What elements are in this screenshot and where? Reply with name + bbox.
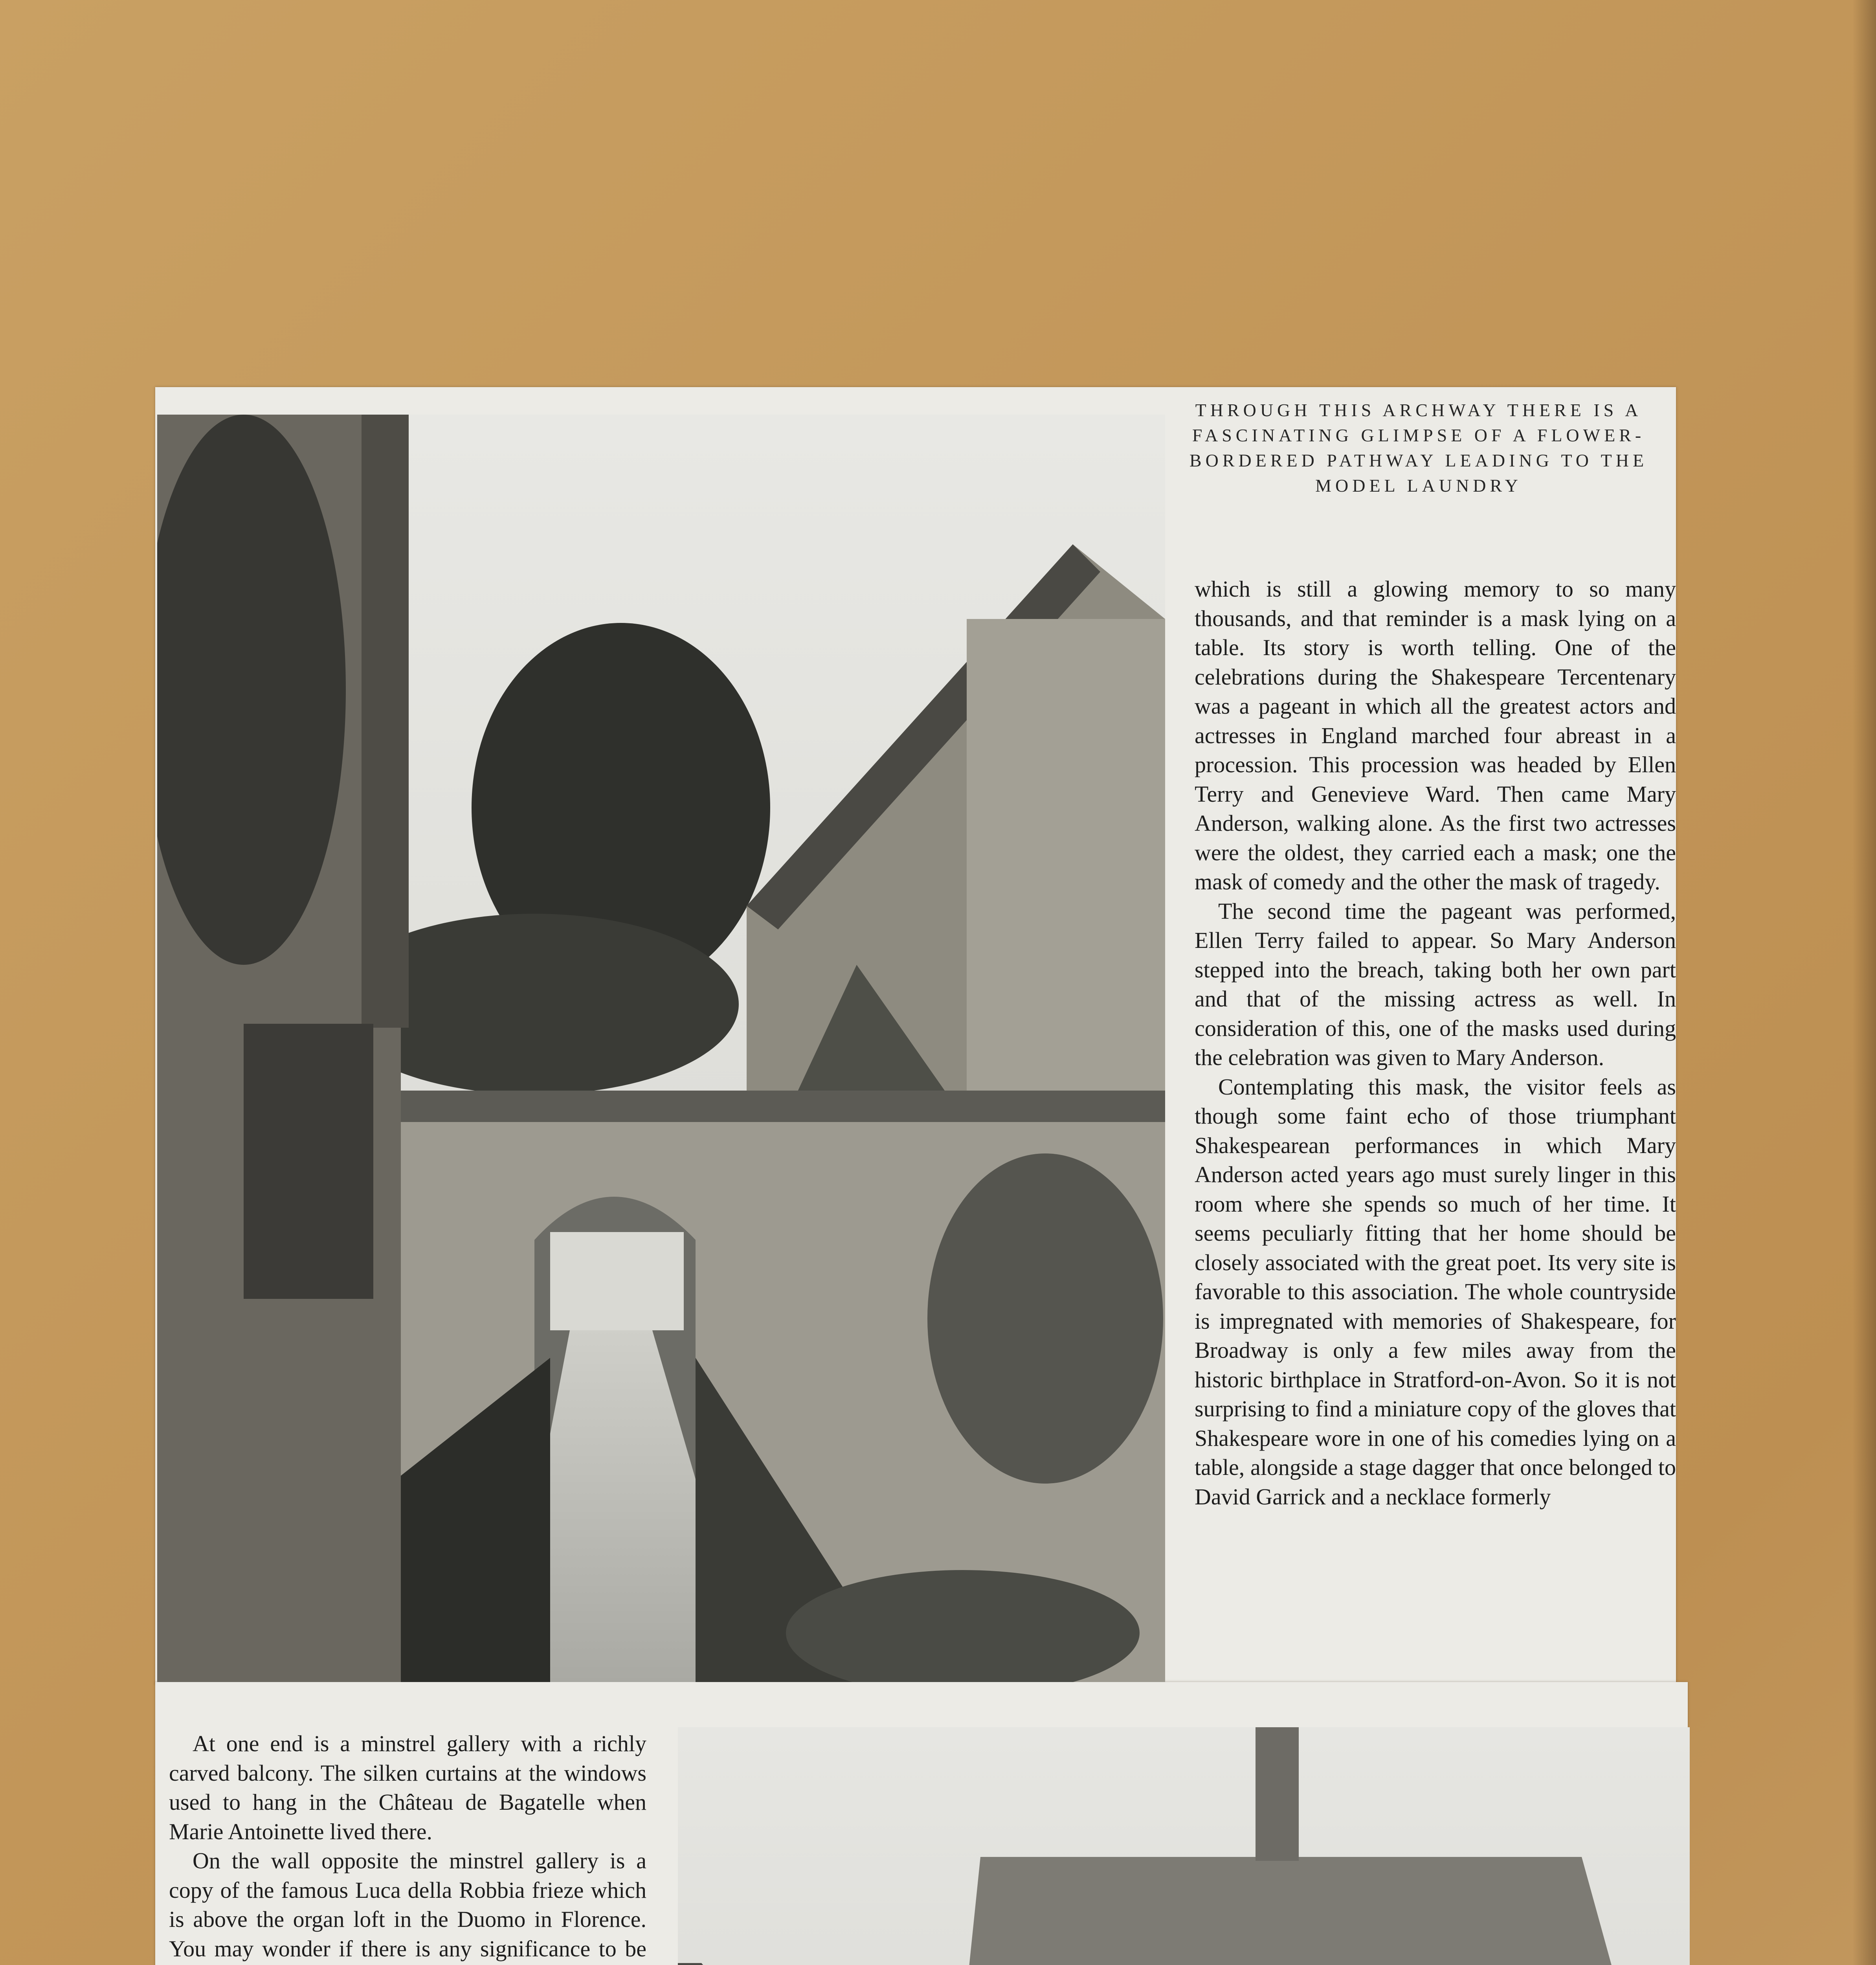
article-text-left xyxy=(169,1729,646,1965)
left-paragraph-1: At one end is a minstrel gallery with a richly carved balcony. The silken curtains at the windows used to hang in the Château de Bagatelle when Marie Antoinette lived there. xyxy=(169,1731,646,1844)
right-paragraph-3: Contemplating this mask, the visitor feels as though some faint echo of those triumphant Shakespearean performances in which Mary Anderson acted years ago must surely linger in this room where she spends so much of her time. It seems peculiarly fitting that her home should be closely associated with the great poet. Its very site is favorable to this association. The whole countryside is impregnated with memories of Shakespeare, for Broadway is only a few miles away from the historic birthplace in Stratford-on-Avon. So it is not surprising to find a miniature copy of the gloves that Shakespeare wore in one of his comedies lying on a table, alongside a stage dagger that once belonged to David Garrick and a necklace formerly xyxy=(1195,1074,1676,1510)
garden-photo xyxy=(678,1727,1690,1965)
right-paragraph-1: which is still a glowing memory to so many thousands, and that reminder is a mask lying on a table. Its story is worth telling. One of the celebrations during the Shakespeare Tercentenary was a pageant in which all the greatest actors and actresses in England marched four abreast in a procession. This procession was headed by Ellen Terry and Genevieve Ward. Then came Mary Anderson, walking alone. As the first two actresses were the oldest, they carried each a mask; one the mask of comedy and the other the mask of tragedy. xyxy=(1195,576,1676,894)
archway-photo xyxy=(157,415,1165,1682)
garden-photo-illustration xyxy=(678,1727,1690,1965)
archway-photo-illustration xyxy=(157,415,1165,1682)
archway-caption: THROUGH THIS ARCHWAY THERE IS A FASCINATING GLIMPSE OF A FLOWER-BORDERED PATHWAY LEADING TO THE MODEL LAUNDRY xyxy=(1189,400,1648,496)
right-paragraph-2: The second time the pageant was performed, Ellen Terry failed to appear. So Mary Anderson stepped into the breach, taking both her own part and that of the missing actress as well. In consideration of this, one of the masks used during the celebration was given to Mary Anderson. xyxy=(1195,898,1676,1070)
left-paragraph-2: On the wall opposite the minstrel gallery is a copy of the famous Luca della Robbia frieze which is above the organ loft in the Duomo in Florence. You may wonder if there is any significance to be xyxy=(169,1848,646,1961)
board-edge-shadow xyxy=(1852,0,1876,1965)
article-text-right xyxy=(1195,575,1676,1511)
